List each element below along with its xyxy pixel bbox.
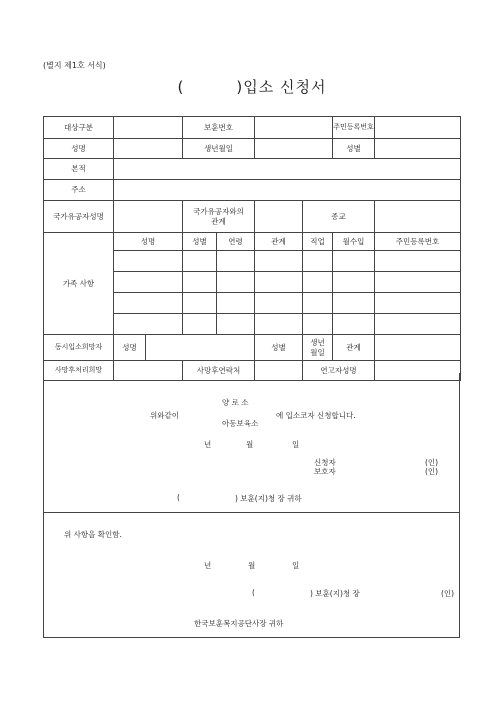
label-name: 성명 [44,139,114,159]
label-applicant: 신청자 [314,458,336,467]
family-cell[interactable] [303,314,333,335]
confirm-seal: (인) [441,589,455,598]
label-joint-admission: 동시입소희망자 [44,335,114,361]
field-address[interactable] [114,180,461,201]
family-cell[interactable] [303,272,333,293]
label-gender: 성별 [333,139,375,159]
label-veteran-number: 보훈번호 [183,117,255,139]
family-header-relation: 관계 [255,233,303,251]
confirm-date-year: 년 [204,561,212,570]
family-cell[interactable] [375,251,461,272]
field-gender[interactable] [375,139,461,159]
confirmation-text: 위 사항을 확인함. [64,530,122,539]
family-cell[interactable] [255,272,303,293]
label-relative-name: 연고자성명 [303,361,375,381]
label-resident-number: 주민등록번호 [333,117,375,139]
family-cell[interactable] [217,293,255,314]
family-header-name: 성명 [114,233,183,251]
addressee-open-paren: ( [177,493,180,502]
family-cell[interactable] [375,293,461,314]
field-veteran-name[interactable] [114,201,183,233]
family-cell[interactable] [217,272,255,293]
date-year: 년 [204,440,212,449]
label-joint-birthdate-line1: 생년 [310,338,325,348]
family-cell[interactable] [183,251,217,272]
label-target-category: 대상구분 [44,117,114,139]
field-joint-relation[interactable] [375,335,461,361]
family-cell[interactable] [303,293,333,314]
field-registered-domicile[interactable] [114,159,461,180]
field-veteran-number[interactable] [255,117,333,139]
label-joint-relation: 관계 [333,335,375,361]
label-birthdate: 생년월일 [183,139,255,159]
family-cell[interactable] [183,293,217,314]
field-name[interactable] [114,139,183,159]
family-cell[interactable] [114,314,183,335]
label-guardian: 보호자 [314,467,336,476]
confirm-date-day: 일 [292,561,300,570]
family-cell[interactable] [217,314,255,335]
family-cell[interactable] [333,272,375,293]
label-joint-birthdate [303,335,333,361]
form-title [0,76,504,97]
title-open-paren: ( [177,78,185,96]
family-cell[interactable] [183,272,217,293]
family-header-income: 월수입 [333,233,375,251]
family-header-occupation: 직업 [303,233,333,251]
application-prefix: 위와같이 [150,411,179,420]
declaration-box [43,373,460,638]
field-resident-number[interactable] [375,117,461,139]
field-veteran-relation[interactable] [255,201,303,233]
family-cell[interactable] [183,314,217,335]
family-cell[interactable] [303,251,333,272]
family-cell[interactable] [255,293,303,314]
label-religion: 종교 [303,201,375,233]
application-suffix: 에 입소코자 신청합니다. [276,411,356,420]
confirm-sign-open-paren: ( [252,588,255,597]
label-veteran-relation-line2: 관계 [211,216,226,226]
label-joint-gender: 성별 [255,335,303,361]
confirm-sign-office: ) 보훈(지)청 장 [310,589,360,598]
family-cell[interactable] [114,272,183,293]
confirmation-addressee: 한국보훈복지공단사장 귀하 [194,619,284,628]
family-cell[interactable] [333,293,375,314]
choice-childcare: 아동보육소 [222,419,259,428]
label-veteran-relation-line1: 국가유공자와의 [193,207,244,217]
family-cell[interactable] [333,314,375,335]
family-cell[interactable] [375,314,461,335]
family-cell[interactable] [217,251,255,272]
family-cell[interactable] [255,251,303,272]
label-registered-domicile: 본적 [44,159,114,180]
family-header-resident-number: 주민등록번호 [375,233,461,251]
label-family-details: 가족 사항 [44,233,114,335]
choice-nursing-home: 양 로 소 [222,398,249,407]
guardian-seal: (인) [425,467,439,476]
family-header-age: 연령 [217,233,255,251]
family-cell[interactable] [114,293,183,314]
family-header-gender: 성별 [183,233,217,251]
field-birthdate[interactable] [255,139,333,159]
label-veteran-name: 국가유공자성명 [44,201,114,233]
family-cell[interactable] [375,272,461,293]
section-divider [44,512,459,513]
application-table [43,116,461,381]
label-joint-birthdate-line2: 월일 [310,347,325,357]
date-month: 월 [246,440,254,449]
family-cell[interactable] [255,314,303,335]
field-joint-name[interactable] [146,335,255,361]
field-religion[interactable] [375,201,461,233]
label-post-death-wish: 사망후처리희망 [44,361,114,381]
label-veteran-relation [183,201,255,233]
label-post-death-contact: 사망후연락처 [183,361,255,381]
form-number-note: (별지 제1호 서식) [43,61,106,70]
date-day: 일 [292,440,300,449]
family-cell[interactable] [114,251,183,272]
label-address: 주소 [44,180,114,201]
title-text: )입소 신청서 [236,78,327,96]
confirm-date-month: 월 [248,561,256,570]
field-target-category[interactable] [114,117,183,139]
family-cell[interactable] [333,251,375,272]
addressee-veterans-office: ) 보훈(지)청 장 귀하 [235,494,302,503]
label-joint-name: 성명 [114,335,146,361]
applicant-seal: (인) [425,458,439,467]
